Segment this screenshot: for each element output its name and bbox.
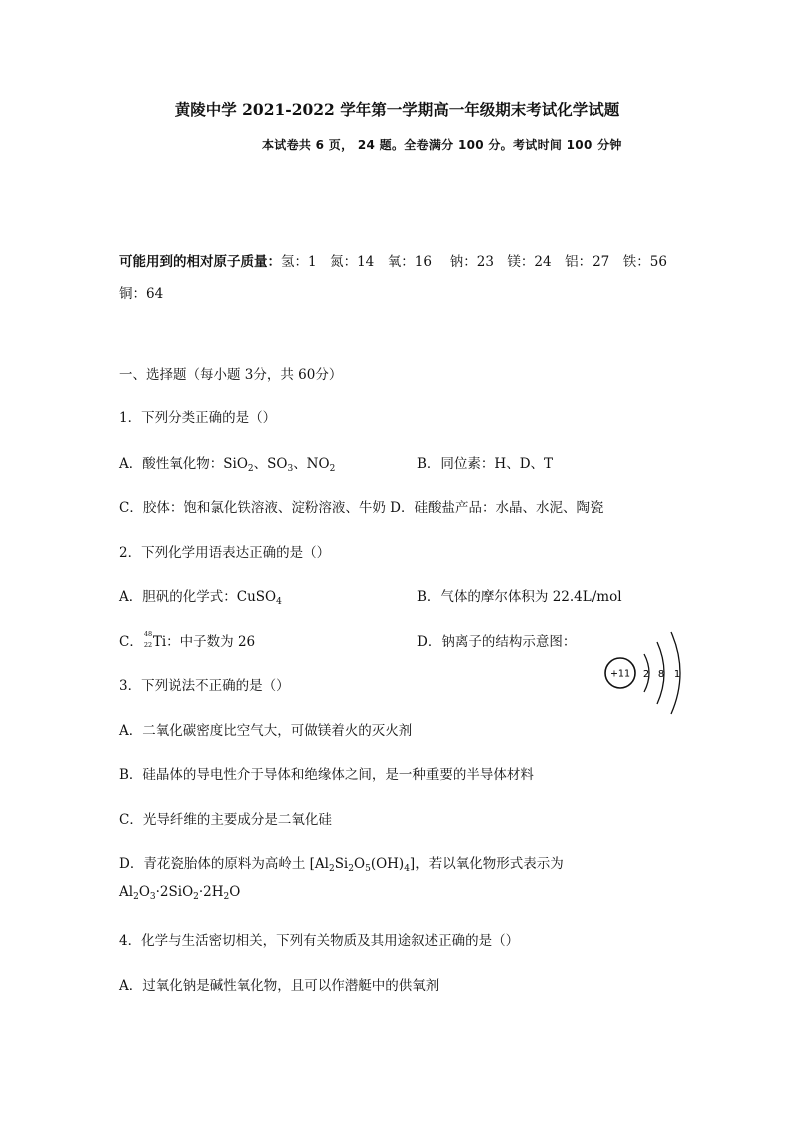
atomic-mass-line-2: 铜：64 (119, 286, 164, 302)
q2-a-text: A．胆矾的化学式：CuSO (119, 589, 277, 605)
q3-d-text: O (354, 856, 366, 872)
shell-2-electrons: 8 (657, 669, 665, 680)
page-title: 黄陵中学 2021-2022 学年第一学期高一年级期末考试化学试题 (174, 100, 620, 119)
shell-3-electrons: 1 (673, 669, 681, 680)
q2-a-sub: 4 (276, 597, 282, 607)
q1-a-sub: 3 (287, 464, 294, 474)
q2-option-b: B．气体的摩尔体积为 22.4L/mol (417, 589, 622, 605)
q3-stem: 3．下列说法不正确的是（） (119, 678, 290, 694)
atomic-number: 22 (143, 641, 153, 649)
q1-stem: 1．下列分类正确的是（） (119, 410, 277, 426)
q2-option-d: D．钠离子的结构示意图： (417, 634, 577, 650)
atomic-mass-values: 氢：1 氮：14 氧：16 钠：23 镁：24 铝：27 铁：56 (281, 254, 667, 270)
section-heading: 一、选择题（每小题 3分，共 60分） (119, 367, 343, 383)
formula-sub: 3 (149, 892, 156, 902)
formula-part: O (138, 884, 150, 900)
q2-c-text: Ti：中子数为 26 (152, 634, 256, 650)
q3-oxide-formula (119, 884, 240, 900)
q3-d-sub: 2 (348, 864, 354, 874)
q2-option-a (119, 585, 282, 605)
formula-part: Al (119, 884, 134, 900)
q1-a-sub: 2 (329, 464, 336, 474)
formula-part: ·2H (198, 884, 224, 900)
q1-option-b: B．同位素：H、D、T (417, 456, 554, 472)
sodium-ion-structure-diagram (600, 630, 694, 716)
mass-number: 48 (143, 630, 153, 638)
formula-sub: 2 (193, 892, 199, 902)
atomic-mass-line-1 (119, 250, 667, 270)
q3-option-a: A．二氧化碳密度比空气大，可做镁着火的灭火剂 (119, 723, 413, 739)
q3-option-b: B．硅晶体的导电性介于导体和绝缘体之间，是一种重要的半导体材料 (119, 767, 534, 783)
nucleus-charge: +11 (609, 668, 631, 680)
q3-d-text: D．青花瓷胎体的原料为高岭土 [Al (119, 856, 329, 872)
q3-d-sub: 4 (404, 864, 410, 874)
q1-a-sub: 2 (247, 464, 254, 474)
q2-c-label: C． (119, 634, 143, 650)
formula-sub: 2 (133, 892, 139, 902)
shell-1-electrons: 2 (642, 669, 650, 680)
q1-option-c-d: C．胶体：饱和氯化铁溶液、淀粉溶液、牛奶 D．硅酸盐产品：水晶、水泥、陶瓷 (119, 500, 604, 516)
q4-stem: 4．化学与生活密切相关，下列有关物质及其用途叙述正确的是（） (119, 933, 520, 949)
q2-stem: 2．下列化学用语表达正确的是（） (119, 545, 331, 561)
q3-option-c: C．光导纤维的主要成分是二氧化硅 (119, 812, 332, 828)
q3-d-sub: 5 (365, 864, 371, 874)
q3-option-d (119, 852, 564, 872)
q1-option-a (119, 452, 335, 472)
q1-a-text: A．酸性氧化物：SiO (119, 456, 248, 472)
q4-option-a: A．过氧化钠是碱性氧化物，且可以作潜艇中的供氧剂 (119, 978, 440, 994)
q2-option-c (119, 630, 255, 650)
q1-a-text: 、SO (253, 456, 288, 472)
nuclide-notation (143, 630, 153, 649)
q3-d-text: (OH) (370, 856, 405, 872)
formula-sub: 2 (223, 892, 230, 902)
q3-d-sub: 2 (328, 864, 335, 874)
atomic-mass-label: 可能用到的相对原子质量： (119, 254, 281, 270)
exam-info: 本试卷共 6 页， 24 题。全卷满分 100 分。考试时间 100 分钟 (262, 138, 622, 152)
formula-part: ·2SiO (155, 884, 194, 900)
q3-d-text: Si (334, 856, 349, 872)
formula-part: O (229, 884, 241, 900)
q3-d-text: ]，若以氧化物形式表示为 (409, 856, 564, 872)
q1-a-text: 、NO (293, 456, 330, 472)
